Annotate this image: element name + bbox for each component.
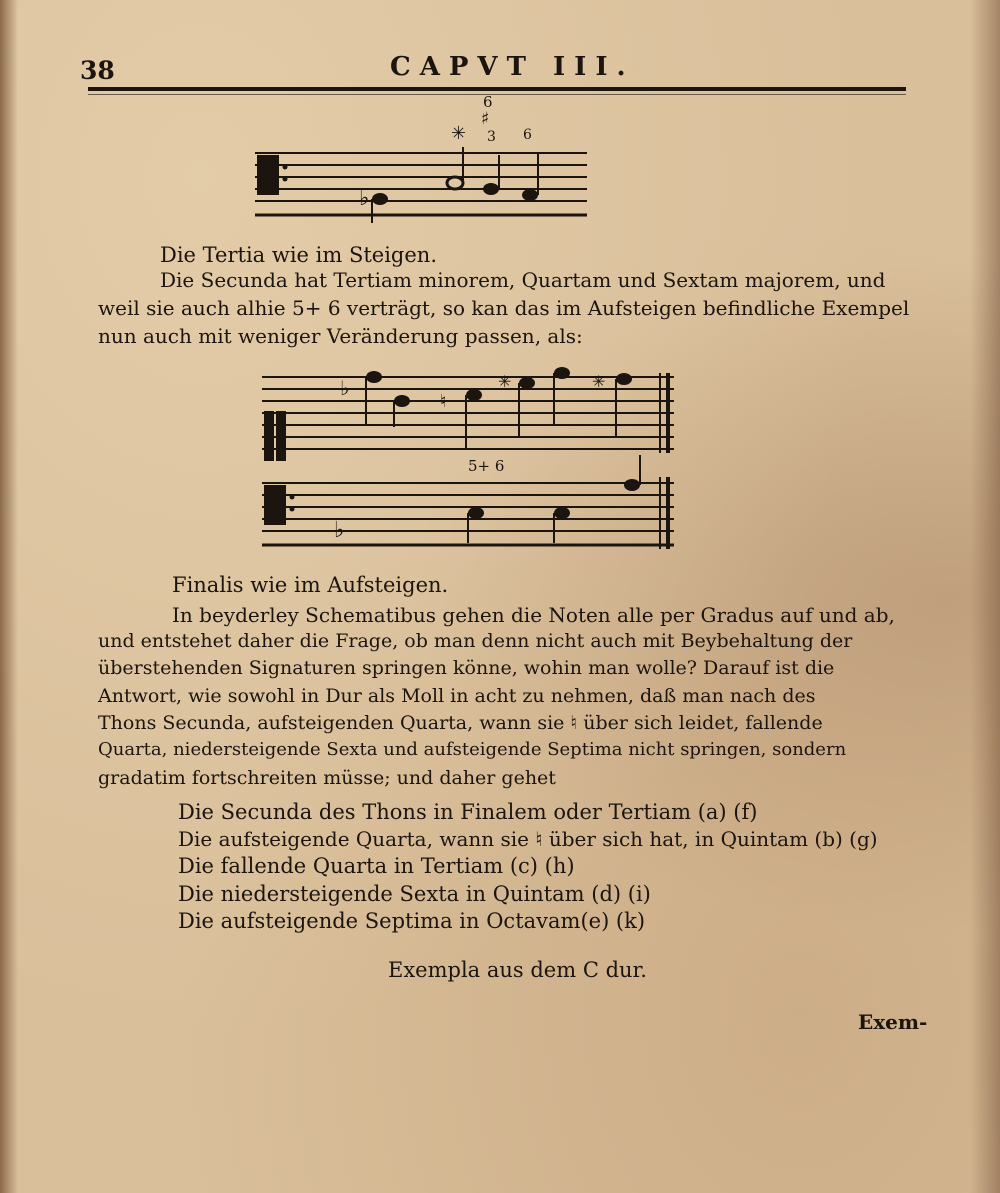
catchword: Exem- — [858, 1010, 928, 1034]
running-head: CAPVT III. — [390, 52, 635, 82]
text-line: überstehenden Signaturen springen könne, wohin man wolle? Darauf ist die — [98, 657, 835, 679]
text-line: Die Tertia wie im Steigen. — [160, 243, 437, 267]
svg-text:✳: ✳ — [592, 372, 606, 391]
section-heading: Exempla aus dem C dur. — [388, 958, 647, 982]
figure-sharp: ♯ — [481, 109, 490, 129]
text-line: Finalis wie im Aufsteigen. — [172, 573, 449, 597]
svg-text:♭: ♭ — [359, 186, 370, 211]
music-example-1-staff — [255, 95, 595, 225]
svg-text:✳: ✳ — [498, 372, 512, 391]
text-line: Thons Secunda, aufsteigenden Quarta, wann sie ♮ über sich leidet, fallende — [98, 712, 823, 734]
text-line: Antwort, wie sowohl in Dur als Moll in acht zu nehmen, daß man nach des — [98, 685, 816, 707]
page-binding-shadow — [0, 0, 18, 1193]
list-item: Die Secunda des Thons in Finalem oder Tertiam (a) (f) — [178, 800, 758, 824]
list-item: Die niedersteigende Sexta in Quintam (d) (i) — [178, 882, 651, 906]
text-line: Quarta, niedersteigende Sexta und aufsteigende Septima nicht springen, sondern — [98, 739, 847, 760]
figure-6: 6 — [523, 127, 532, 143]
music-example-1 — [255, 95, 595, 225]
svg-text:♭: ♭ — [334, 518, 345, 543]
page-edge-shadow — [970, 0, 1000, 1193]
text-line: und entstehet daher die Frage, ob man denn nicht auch mit Beybehaltung der — [98, 630, 853, 652]
list-item: Die fallende Quarta in Tertiam (c) (h) — [178, 854, 575, 878]
svg-text:♮: ♮ — [440, 391, 447, 412]
svg-text:✳: ✳ — [451, 123, 467, 144]
music-example-2 — [262, 365, 682, 555]
list-item: Die aufsteigende Septima in Octavam(e) (k) — [178, 909, 646, 933]
text-line: gradatim fortschreiten müsse; und daher gehet — [98, 767, 556, 789]
figure-label: 5+ 6 — [468, 457, 505, 475]
text-line: In beyderley Schematibus gehen die Noten alle per Gradus auf und ab, — [172, 603, 895, 627]
figure-3: 3 — [487, 129, 496, 145]
svg-text:♭: ♭ — [340, 376, 350, 400]
header-rule — [88, 87, 906, 91]
page-header — [80, 52, 910, 92]
text-line: nun auch mit weniger Veränderung passen, als: — [98, 324, 583, 348]
page-number: 38 — [80, 56, 115, 85]
figure-6-top: 6 — [483, 93, 493, 111]
text-line: weil sie auch alhie 5+ 6 verträgt, so kan das im Aufsteigen befindliche Exempel — [98, 296, 910, 320]
list-item: Die aufsteigende Quarta, wann sie ♮ über sich hat, in Quintam (b) (g) — [178, 827, 878, 851]
text-line: Die Secunda hat Tertiam minorem, Quartam und Sextam majorem, und — [160, 268, 886, 292]
